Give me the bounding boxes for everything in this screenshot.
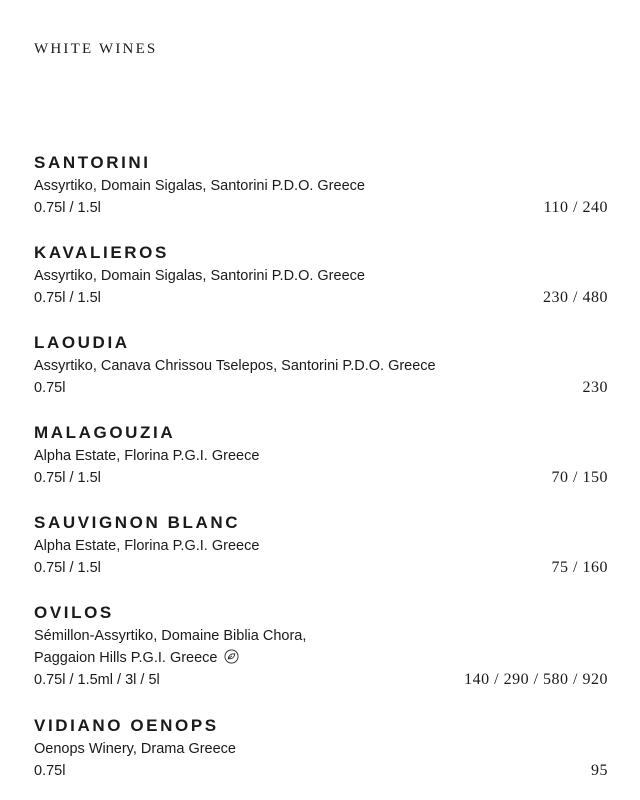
wine-volumes: 0.75l / 1.5l <box>34 470 101 486</box>
wine-name: SANTORINI <box>34 153 151 172</box>
wine-name: KAVALIEROS <box>34 243 169 262</box>
wine-item-laoudia <box>34 333 608 399</box>
wine-volumes: 0.75l <box>34 380 66 396</box>
wine-name: MALAGOUZIA <box>34 423 176 442</box>
wine-item-malagouzia <box>34 423 608 489</box>
wine-description: Assyrtiko, Domain Sigalas, Santorini P.D.O. Greece <box>34 178 365 194</box>
wine-item-vidiano-oenops <box>34 716 608 782</box>
wine-price: 70 / 150 <box>551 469 608 486</box>
wine-item-kavalieros <box>34 243 608 309</box>
section-title: WHITE WINES <box>34 41 158 57</box>
wine-name: LAOUDIA <box>34 333 130 352</box>
wine-price: 230 / 480 <box>543 289 608 306</box>
wine-item-sauvignon-blanc <box>34 513 608 579</box>
wine-description: Alpha Estate, Florina P.G.I. Greece <box>34 448 260 464</box>
wine-item-ovilos <box>34 603 608 691</box>
wine-price: 75 / 160 <box>551 559 608 576</box>
wine-name: OVILOS <box>34 603 114 622</box>
wine-item-santorini <box>34 153 608 219</box>
wine-name: SAUVIGNON BLANC <box>34 513 241 532</box>
wine-volumes: 0.75l / 1.5l <box>34 560 101 576</box>
wine-volumes: 0.75l / 1.5ml / 3l / 5l <box>34 672 160 688</box>
wine-name: VIDIANO OENOPS <box>34 716 219 735</box>
wine-price: 230 <box>582 379 608 396</box>
wine-description-line-1: Sémillon-Assyrtiko, Domaine Biblia Chora, <box>34 628 307 644</box>
wine-price: 110 / 240 <box>543 199 608 216</box>
wine-description: Assyrtiko, Canava Chrissou Tselepos, Santorini P.D.O. Greece <box>34 358 436 374</box>
wine-description-line-2: Paggaion Hills P.G.I. Greece <box>34 650 218 666</box>
wine-volumes: 0.75l / 1.5l <box>34 290 101 306</box>
wine-volumes: 0.75l / 1.5l <box>34 200 101 216</box>
wine-description: Oenops Winery, Drama Greece <box>34 741 236 757</box>
wine-description: Alpha Estate, Florina P.G.I. Greece <box>34 538 260 554</box>
wine-price: 95 <box>591 762 608 779</box>
wine-volumes: 0.75l <box>34 763 66 779</box>
wine-price: 140 / 290 / 580 / 920 <box>464 671 608 688</box>
wine-description: Assyrtiko, Domain Sigalas, Santorini P.D.O. Greece <box>34 268 365 284</box>
organic-leaf-icon <box>224 649 239 664</box>
